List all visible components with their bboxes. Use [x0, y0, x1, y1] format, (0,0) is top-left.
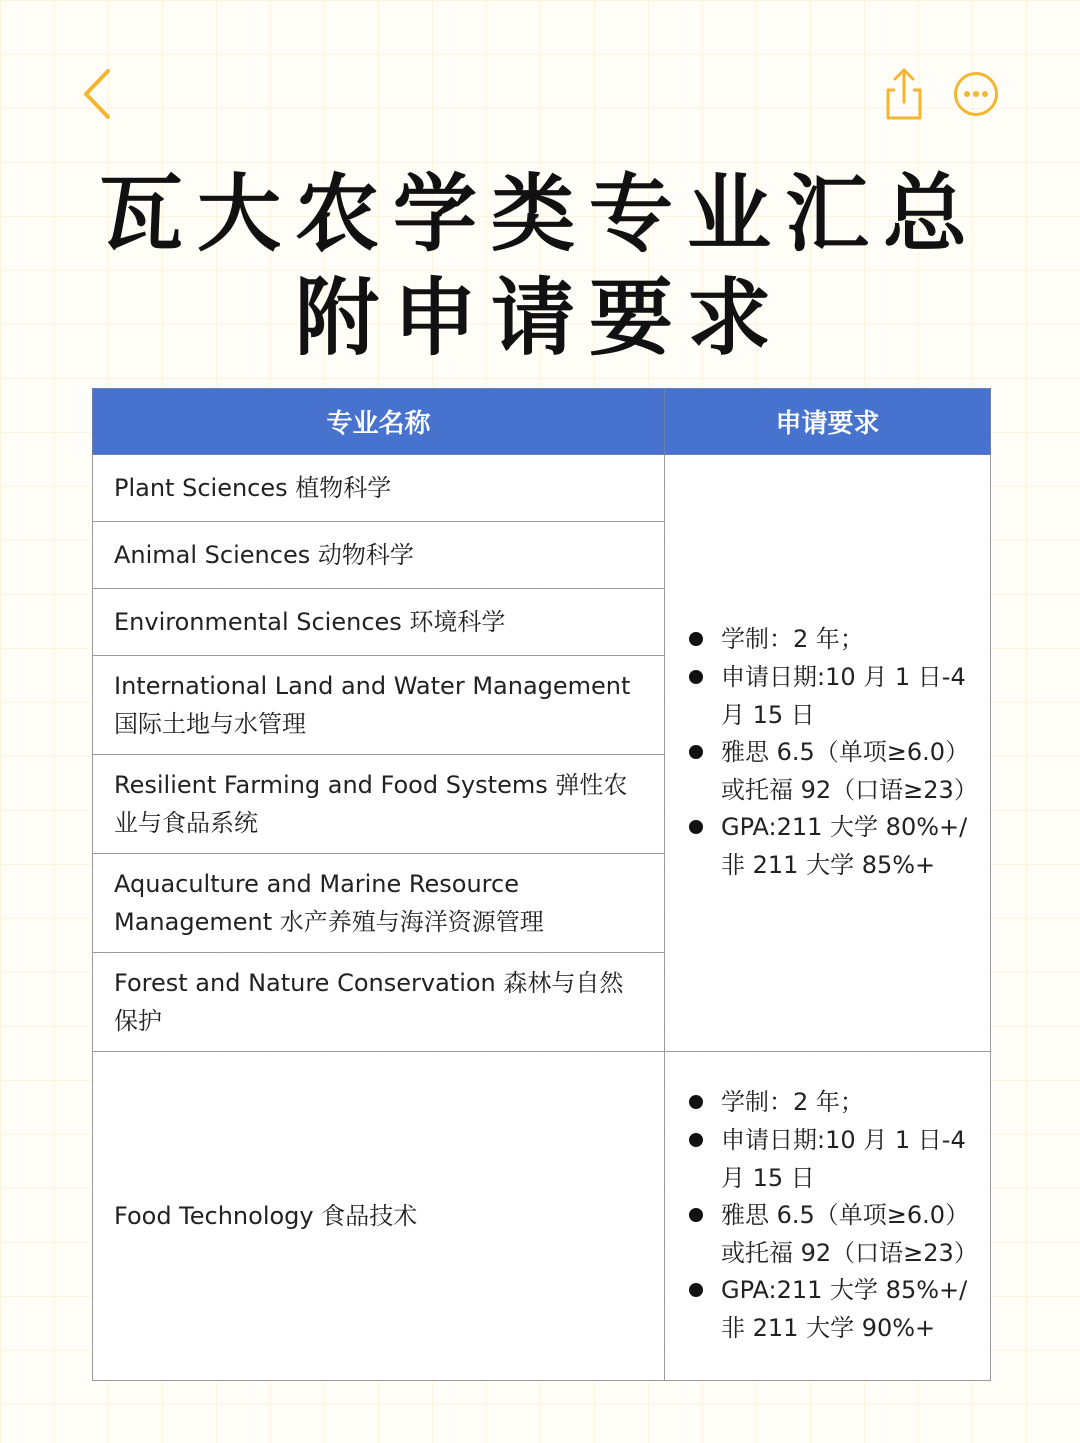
- list-item: GPA:211 大学 85%+/非 211 大学 90%+: [689, 1272, 972, 1347]
- major-name-cell: Forest and Nature Conservation 森林与自然保护: [93, 953, 665, 1052]
- major-name-cell: Resilient Farming and Food Systems 弹性农业与食品系统: [93, 755, 665, 854]
- major-name-cell: Plant Sciences 植物科学: [93, 455, 665, 522]
- column-header-major-name: 专业名称: [93, 389, 665, 455]
- chevron-left-icon[interactable]: [72, 62, 122, 126]
- major-name-cell: Aquaculture and Marine Resource Management 水产养殖与海洋资源管理: [93, 854, 665, 953]
- share-icon[interactable]: [878, 62, 930, 126]
- majors-table: [92, 388, 991, 1381]
- list-item: 申请日期:10 月 1 日-4 月 15 日: [689, 659, 972, 734]
- table-row: [93, 455, 991, 522]
- major-name-cell: Environmental Sciences 环境科学: [93, 589, 665, 656]
- list-item: 学制：2 年；: [689, 1084, 972, 1122]
- list-item: GPA:211 大学 80%+/非 211 大学 85%+: [689, 809, 972, 884]
- requirements-list: [689, 621, 978, 884]
- page-title-line-2: 附申请要求: [294, 269, 785, 367]
- list-item: 学制：2 年；: [689, 621, 972, 659]
- requirements-cell: [665, 455, 991, 1052]
- major-name-cell: Animal Sciences 动物科学: [93, 522, 665, 589]
- table-row: [93, 1052, 991, 1381]
- list-item: 雅思 6.5（单项≥6.0）或托福 92（口语≥23）: [689, 1197, 972, 1272]
- requirements-list: [689, 1084, 978, 1347]
- requirements-cell: [665, 1052, 991, 1381]
- top-navigation-bar: [0, 0, 1080, 170]
- column-header-requirements: 申请要求: [665, 389, 991, 455]
- list-item: 申请日期:10 月 1 日-4 月 15 日: [689, 1122, 972, 1197]
- page-title-line-1: 瓦大农学类专业汇总: [98, 165, 981, 263]
- table-header-row: [93, 389, 991, 455]
- more-dots-icon[interactable]: [950, 68, 1002, 120]
- list-item: 雅思 6.5（单项≥6.0）或托福 92（口语≥23）: [689, 734, 972, 809]
- major-name-cell: Food Technology 食品技术: [93, 1052, 665, 1381]
- major-name-cell: International Land and Water Management 国际土地与水管理: [93, 656, 665, 755]
